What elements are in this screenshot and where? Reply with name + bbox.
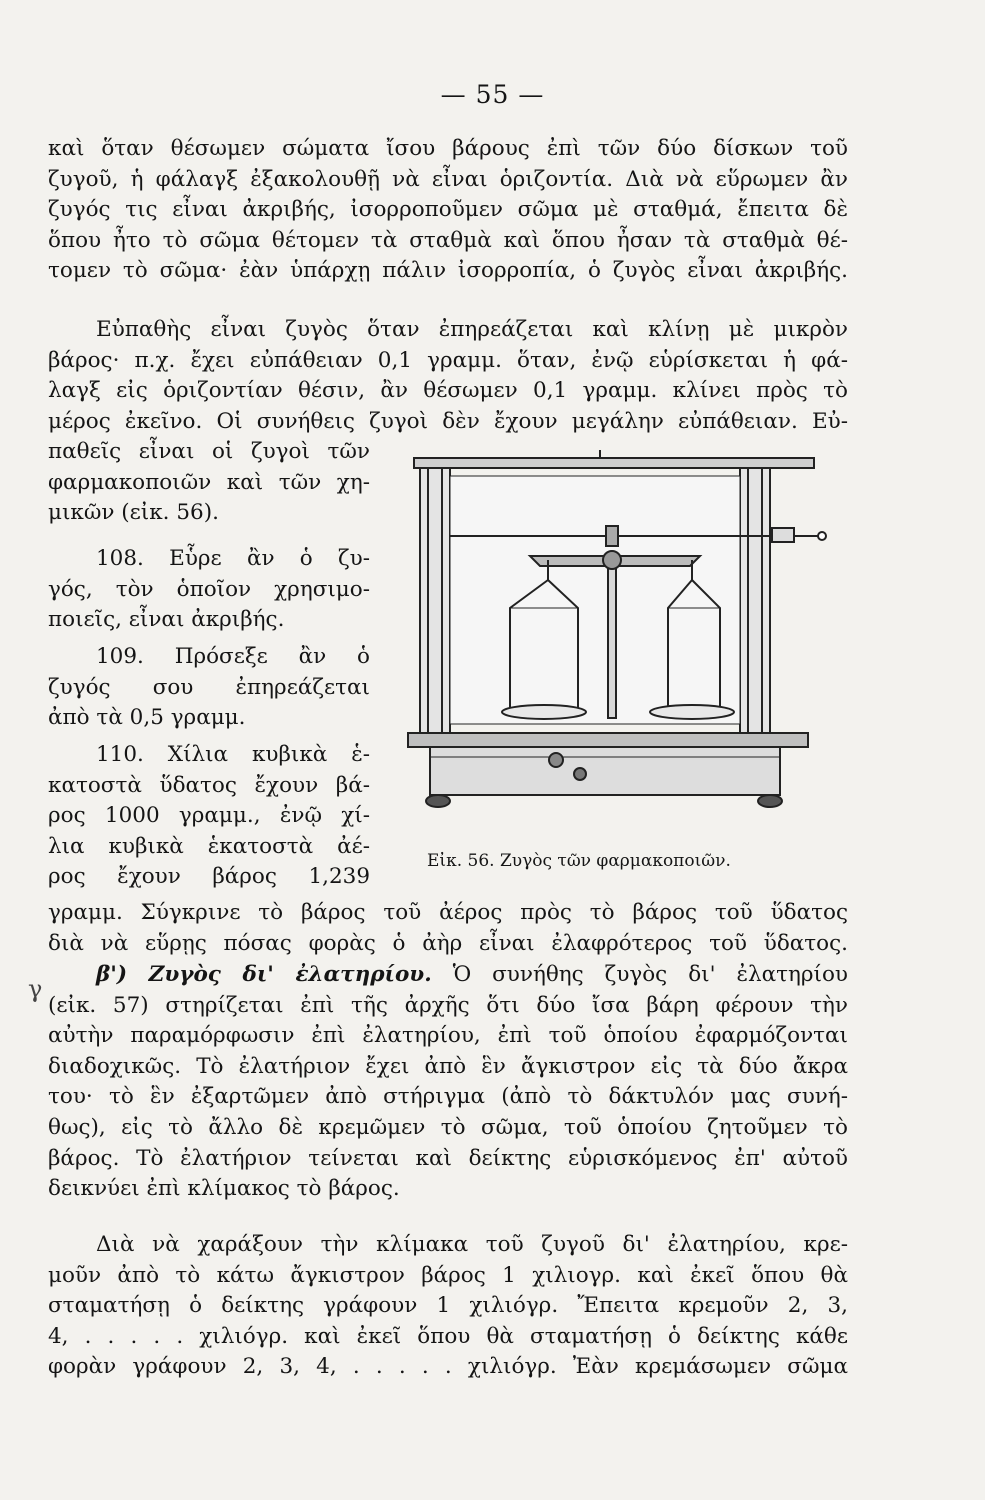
section-heading: β') Ζυγὸς δι' ἐλατηρίου. <box>96 962 432 987</box>
paragraph-2-continued <box>48 437 370 529</box>
section-spring-balance <box>48 960 848 1205</box>
text-line: ὅπου ἦτο τὸ σῶμα θέτομεν τὰ σταθμὰ καὶ ὅπου ἦσαν τὰ σταθμὰ θέ- <box>48 227 848 253</box>
exercise-110 <box>48 740 370 893</box>
text-line: βάρος· π.χ. ἔχει εὐπάθειαν 0,1 γραμμ. ὅταν, ἐνῷ εὑρίσκεται ἡ φά- <box>48 347 848 373</box>
text-line: διαδοχικῶς. Τὸ ἐλατήριον ἔχει ἀπὸ ἓν ἄγκιστρον εἰς τὰ δύο ἄκρα <box>48 1053 848 1079</box>
text-line: θως), εἰς τὸ ἄλλο δὲ κρεμῶμεν τὸ σῶμα, τοῦ ὁποίου ζητοῦμεν τὸ <box>48 1114 848 1140</box>
text-line: φαρμακοποιῶν καὶ τῶν χη- <box>48 469 370 495</box>
text-line <box>48 960 848 991</box>
text-line: ζυγός τις εἶναι ἀκριβής, ἰσορροποῦμεν σῶμα μὲ σταθμά, ἔπειτα δὲ <box>48 197 848 223</box>
text-line: Εὐπαθὴς εἶναι ζυγὸς ὅταν ἐπηρεάζεται καὶ κλίνῃ μὲ μικρὸν <box>96 317 848 342</box>
balance-illustration <box>400 448 830 828</box>
paragraph-scale <box>48 1230 848 1383</box>
text-line: ποιεῖς, εἶναι ἀκριβής. <box>48 607 285 633</box>
page-number: — 55 — <box>440 80 545 109</box>
text-line: 108. Εὗρε ἂν ὁ ζυ- <box>96 546 370 571</box>
text-line: ἀπὸ τὰ 0,5 γραμμ. <box>48 705 246 731</box>
text-line: λια κυβικὰ ἑκατοστὰ ἀέ- <box>48 833 370 859</box>
text-line: αὐτὴν παραμόρφωσιν ἐπὶ ἐλατηρίου, ἐπὶ τοῦ ὁποίου ἐφαρμόζονται <box>48 1023 848 1049</box>
text-line: κατοστὰ ὕδατος ἔχουν βά- <box>48 772 370 798</box>
text-line: ρος ἔχουν βάρος 1,239 <box>48 864 370 890</box>
text-line: γραμμ. Σύγκρινε τὸ βάρος τοῦ ἀέρος πρὸς τὸ βάρος τοῦ ὕδατος <box>48 900 848 925</box>
text-line: μικῶν (εἰκ. 56). <box>48 500 219 526</box>
text-line: μέρος ἐκεῖνο. Οἱ συνήθεις ζυγοὶ δὲν ἔχουν μεγάλην εὐπάθειαν. Εὐ- <box>48 408 848 434</box>
exercise-109 <box>48 642 370 734</box>
text-line: γός, τὸν ὁποῖον χρησιμο- <box>48 576 370 602</box>
text-line: 4, . . . . . χιλιόγρ. καὶ ἐκεῖ ὅπου θὰ σταματήσῃ ὁ δείκτης κάθε <box>48 1323 848 1349</box>
text-line: 110. Χίλια κυβικὰ ἑ- <box>96 742 370 767</box>
text-line: Διὰ νὰ χαράξουν τὴν κλίμακα τοῦ ζυγοῦ δι' ἐλατηρίου, κρε- <box>96 1232 848 1257</box>
text-line: δεικνύει ἐπὶ κλίμακος τὸ βάρος. <box>48 1176 400 1202</box>
text-line: του· τὸ ἓν ἐξαρτῶμεν ἀπὸ στήριγμα (ἀπὸ τὸ δάκτυλόν μας συνή- <box>48 1084 848 1110</box>
text-line: διὰ νὰ εὕρῃς πόσας φορὰς ὁ ἀὴρ εἶναι ἐλαφρότερος τοῦ ὕδατος. <box>48 930 848 956</box>
text-line: (εἰκ. 57) στηρίζεται ἐπὶ τῆς ἀρχῆς ὅτι δύο ἴσα βάρη φέρουν τὴν <box>48 992 848 1018</box>
margin-pencil-mark: γ <box>28 975 43 1003</box>
exercise-108 <box>48 544 370 636</box>
text-line: βάρος. Τὸ ἐλατήριον τείνεται καὶ δείκτης εὑρισκόμενος ἐπ' αὐτοῦ <box>48 1145 848 1171</box>
text-line: ρος 1000 γραμμ., ἐνῷ χί- <box>48 803 370 829</box>
text-line: σταματήσῃ ὁ δείκτης γράφουν 1 χιλιόγρ. Ἔπειτα κρεμοῦν 2, 3, <box>48 1293 848 1319</box>
text-line: ζυγοῦ, ἡ φάλαγξ ἐξακολουθῇ νὰ εἶναι ὁριζοντία. Διὰ νὰ εὕρωμεν ἂν <box>48 166 848 192</box>
text-line: φορὰν γράφουν 2, 3, 4, . . . . . χιλιόγρ. Ἐὰν κρεμάσωμεν σῶμα <box>48 1354 848 1380</box>
text-line: παθεῖς εἶναι οἱ ζυγοὶ τῶν <box>48 439 370 464</box>
text-line: καὶ ὅταν θέσωμεν σώματα ἴσου βάρους ἐπὶ τῶν δύο δίσκων τοῦ <box>48 136 848 161</box>
figure-56-balance <box>400 448 830 828</box>
figure-caption: Εἰκ. 56. Ζυγὸς τῶν φαρμακοποιῶν. <box>427 851 731 871</box>
text-line: λαγξ εἰς ὁριζοντίαν θέσιν, ἂν θέσωμεν 0,1 γραμμ. κλίνει πρὸς τὸ <box>48 378 848 404</box>
section-first-line: Ὁ συνήθης ζυγὸς δι' ἐλατηρίου <box>452 962 848 987</box>
paragraph-1 <box>48 134 848 287</box>
text-line: 109. Πρόσεξε ἂν ὁ <box>96 644 370 669</box>
text-line: ζυγός σου ἐπηρεάζεται <box>48 674 370 700</box>
exercise-110-continued <box>48 898 848 959</box>
text-line: μοῦν ἀπὸ τὸ κάτω ἄγκιστρον βάρος 1 χιλιογρ. καὶ ἐκεῖ ὅπου θὰ <box>48 1262 848 1288</box>
text-line: τομεν τὸ σῶμα· ἐὰν ὑπάρχῃ πάλιν ἰσορροπία, ὁ ζυγὸς εἶναι ἀκριβής. <box>48 258 848 284</box>
paragraph-2 <box>48 315 848 437</box>
